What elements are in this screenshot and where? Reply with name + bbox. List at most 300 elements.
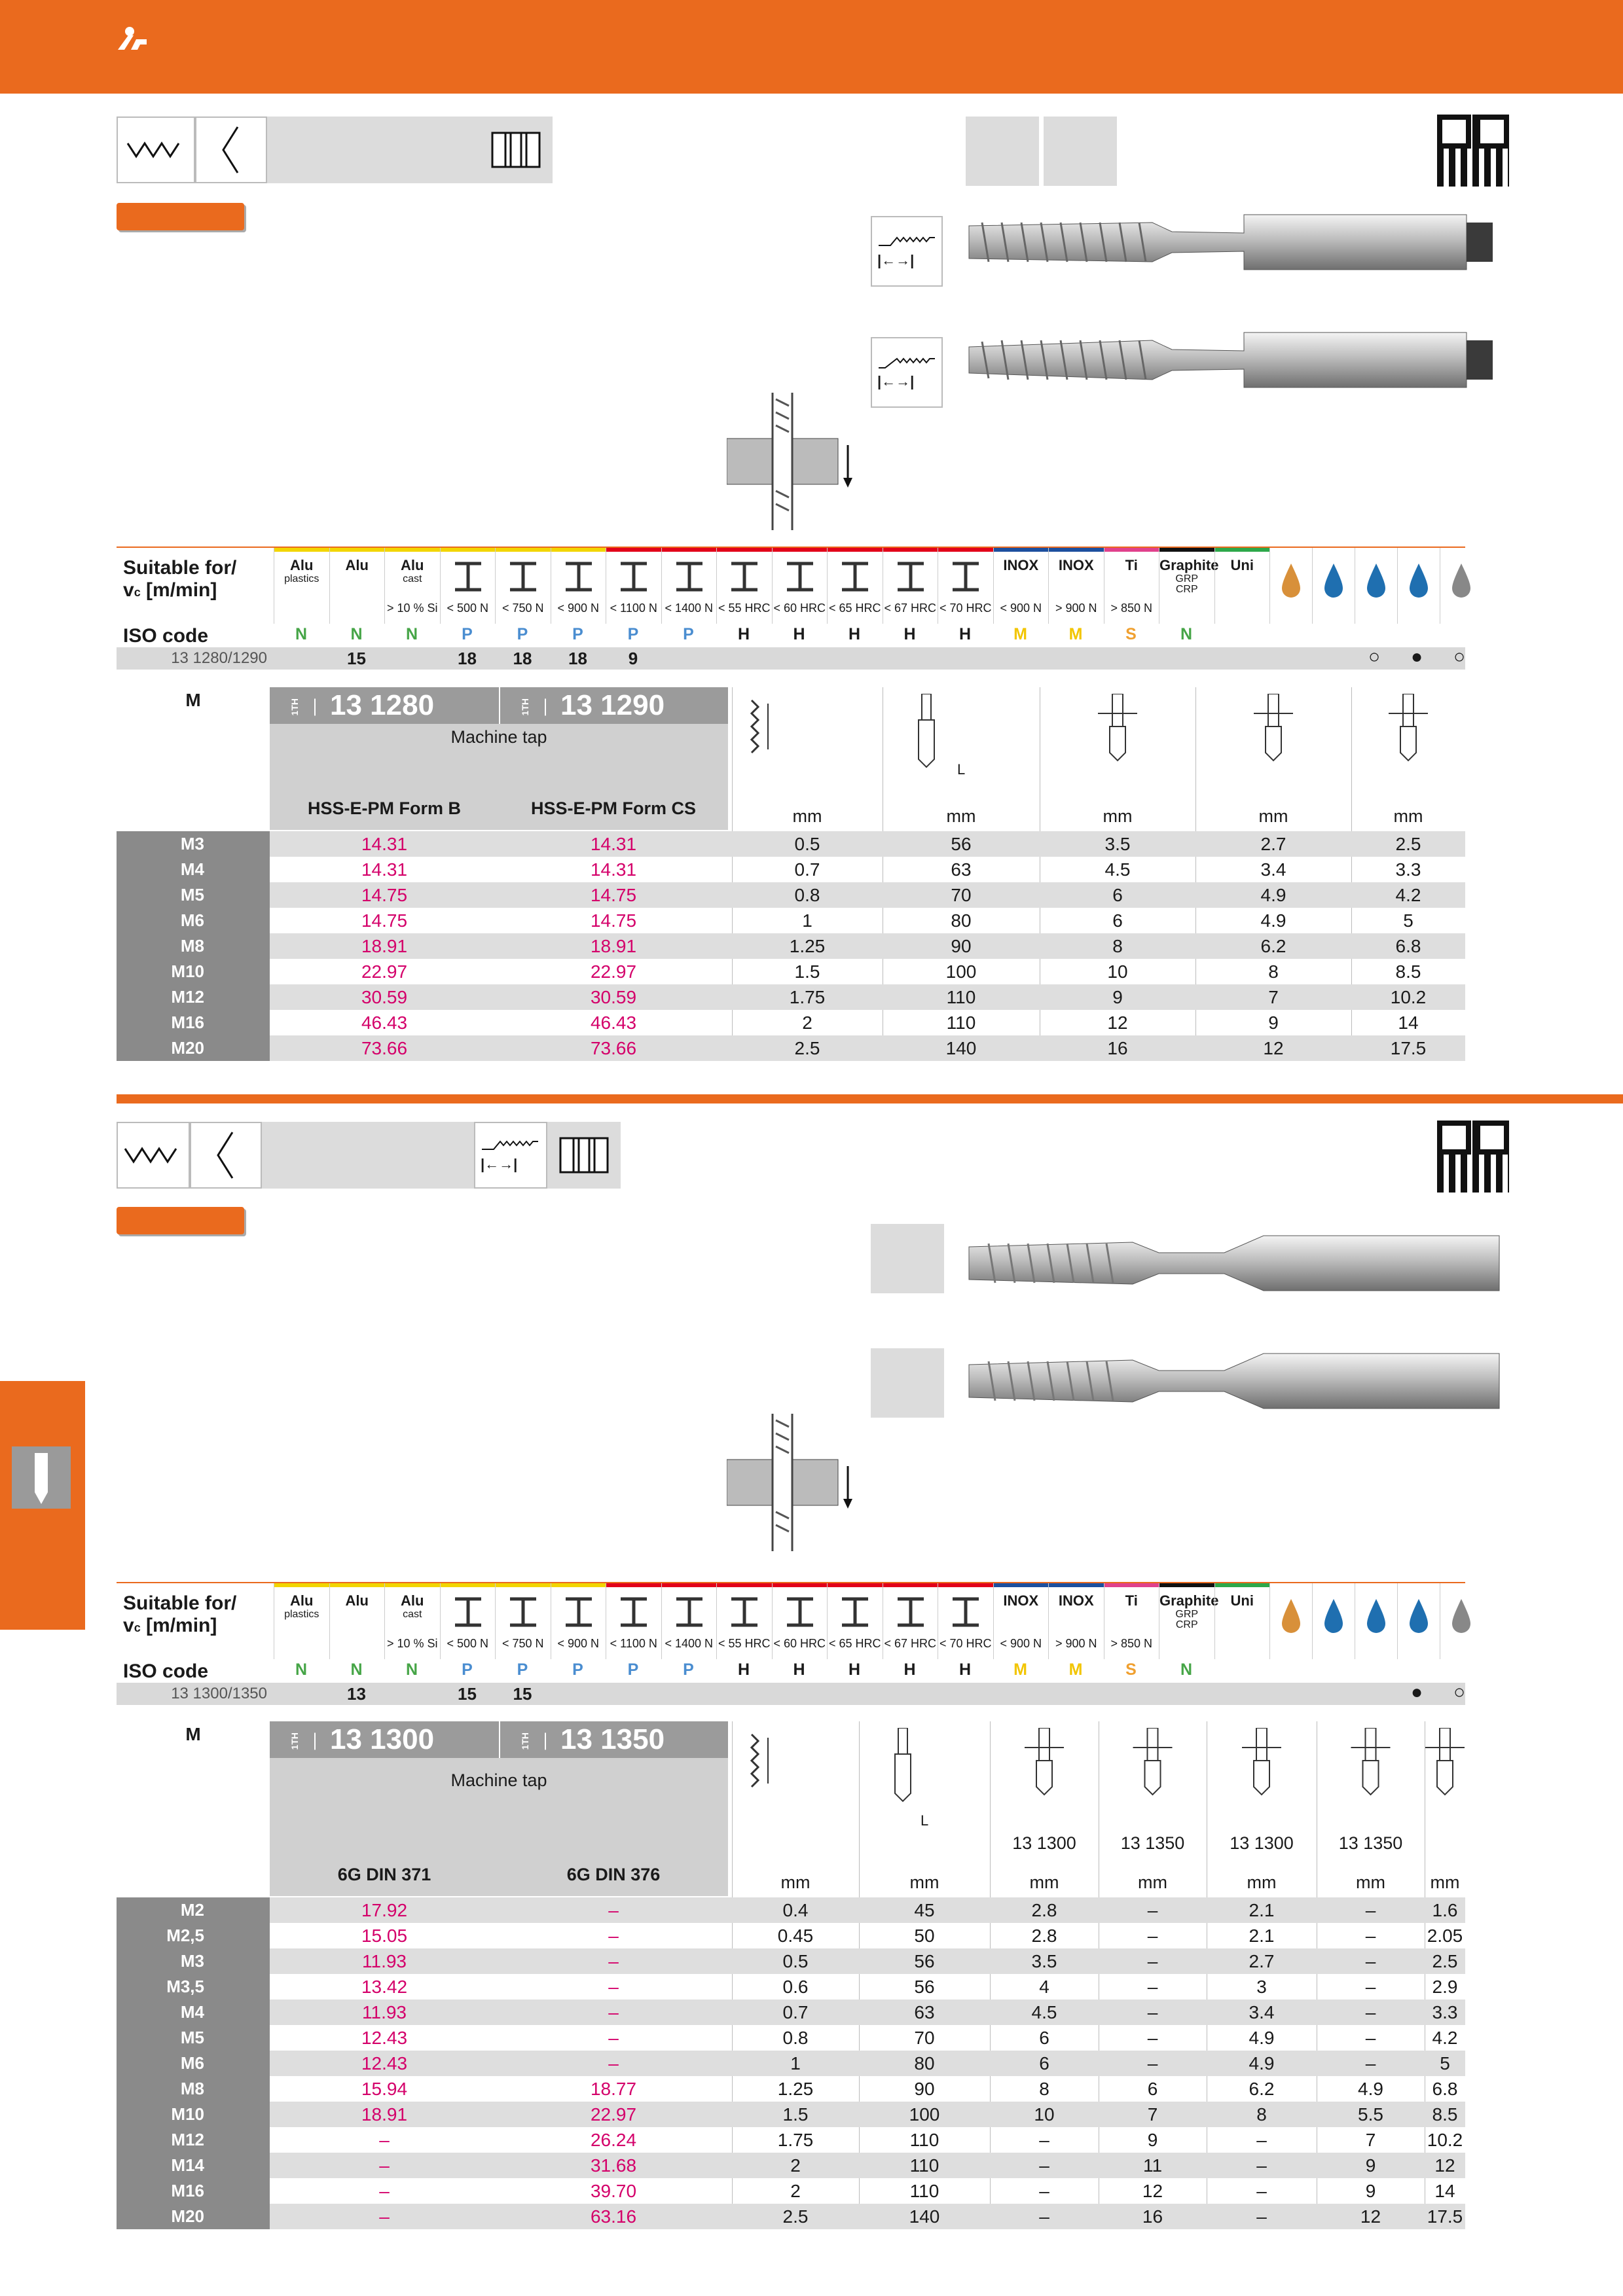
iso-letter: S [1125,625,1137,643]
dim-value: 2 [802,1013,812,1033]
dim-value: 1.25 [789,936,826,956]
steel-beam-icon [839,1596,871,1628]
brand-logo[interactable] [117,25,153,55]
material-color-bar [330,1583,385,1587]
dim-value: 90 [951,936,972,956]
thread-m-chip-2 [117,1122,190,1189]
unit-label: mm [1138,1873,1167,1892]
mql-icon-cell [1397,548,1440,624]
price-col-1: 73.66 [361,1038,408,1058]
material-name: Alu [290,557,314,573]
suit-label-1: Suitable for/ [123,1592,237,1614]
dim-value: 1 [802,910,812,931]
dim-value: 80 [914,2053,935,2073]
price-col-2: 31.68 [590,2155,637,2176]
dim-value: 9 [1268,1013,1279,1033]
mql-icon-cell [1397,1583,1440,1659]
dim-value: – [1365,2028,1376,2048]
suit-col-0 [274,548,329,624]
dim-value: – [1365,2053,1376,2073]
dim-value: 6.2 [1260,936,1286,956]
din-371-chip-2 [871,1224,944,1293]
iso-letter: N [350,625,363,643]
price-col-2: 63.16 [590,2206,637,2227]
suit-col-14 [1048,1583,1104,1659]
row-size: M20 [117,2204,270,2229]
dim-value: 70 [951,885,972,905]
steel-beam-icon [949,561,982,592]
dim-value: 14 [1398,1013,1419,1033]
material-color-bar [606,548,661,552]
material-color-bar [1215,548,1270,552]
row-size: M4 [117,2000,270,2025]
dim-value: 2.05 [1427,1926,1463,1946]
steel-beam-icon [562,1596,595,1628]
iso-letter: M [1013,625,1027,643]
header-bar [0,0,1623,94]
material-sub: GRP CRP [1175,573,1199,595]
dim-value: 9 [1365,2181,1376,2201]
material-strength: < 750 N [501,1637,544,1650]
dim-value: 6 [1039,2053,1049,2073]
col-1-header: 6G DIN 371 [337,1865,431,1884]
material-color-bar [496,1583,551,1587]
form-b-chip [871,216,943,287]
steel-beam-icon [894,561,927,592]
row-size: M16 [117,2178,270,2204]
iso-letter: P [517,1660,528,1679]
article-number: 13 1350 [560,1723,665,1755]
tap-1290-image [962,321,1506,399]
dim-value: – [1365,1977,1376,1997]
price-col-1: 13.42 [361,1977,408,1997]
dim-value: 2.1 [1249,1900,1275,1920]
price-col-1: 17.92 [361,1900,408,1920]
dim-value: 8 [1112,936,1123,956]
dim-value: 45 [914,1900,935,1920]
dim-value: 12 [1263,1038,1284,1058]
price-col-2: 14.31 [590,859,637,880]
steel-beam-icon [949,1596,982,1628]
qr-code-icon-2[interactable] [1437,1121,1509,1193]
hole-depth-icon [490,130,542,170]
material-strength: < 55 HRC [718,601,771,615]
material-color-bar [1159,1583,1214,1587]
chapter-tab[interactable] [0,1381,85,1630]
dimension-diagrams-icon [732,1728,1465,1820]
iso-letter: H [848,1660,861,1679]
price-col-2: – [608,2002,619,2022]
qr-code-icon[interactable] [1437,115,1509,187]
material-color-bar [551,548,606,552]
dim-value: 8.5 [1395,961,1421,982]
price-col-1: 14.31 [361,859,408,880]
dim-value: 10.2 [1427,2130,1463,2150]
dim-value: 6 [1039,2028,1049,2048]
dim-value: 8 [1256,2104,1267,2125]
hole-depth-icon [558,1136,610,1175]
dim-value: – [1365,1951,1376,1971]
dim-value: 56 [914,1951,935,1971]
dim-value: 140 [945,1038,977,1058]
material-color-bar [883,548,938,552]
row-size: M5 [117,882,270,908]
row-size: M12 [117,2127,270,2153]
material-name: INOX [1058,557,1094,573]
drop-icon-cell [1312,1583,1355,1659]
dim-value: 0.6 [782,1977,809,1997]
air-icon [1448,1596,1474,1636]
material-strength: < 65 HRC [828,1637,881,1650]
dim-value: 6 [1112,910,1123,931]
suit-label-2 [123,1615,236,1639]
material-name: Graphite [1159,1592,1219,1609]
article-tag: 1TH [276,1732,316,1749]
suit-label-1: Suitable for/ [123,557,237,579]
material-strength: < 70 HRC [939,601,992,615]
dim-value: – [1147,2002,1158,2022]
material-strength: < 500 N [447,1637,489,1650]
dim-value: 0.7 [794,859,820,880]
dim-value: 1.25 [777,2079,814,2099]
dim-value: 2.9 [1432,1977,1458,1997]
suitability-table-1 [117,547,1465,671]
dim-value: 12 [1434,2155,1455,2176]
suit-row-label: 13 1300/1350 [171,1685,267,1702]
sub-article-label: 13 1350 [1338,1833,1403,1853]
material-name: Graphite [1159,557,1219,573]
price-col-2: – [608,2028,619,2048]
material-name: INOX [1003,1592,1039,1609]
price-col-1: 14.75 [361,885,408,905]
steel-beam-icon [507,1596,539,1628]
angle-icon [218,124,244,176]
thread-profile-icon [124,1145,183,1165]
dim-value: 1.6 [1432,1900,1458,1920]
material-name: Alu [345,557,369,573]
col-1-header: HSS-E-PM Form B [307,798,461,818]
material-strength: < 900 N [557,601,600,615]
row-size: M8 [117,933,270,959]
product-table-2 [117,1721,1465,2238]
price-col-1: 15.94 [361,2079,408,2099]
material-color-bar [1049,1583,1104,1587]
dim-value: 110 [909,2155,939,2176]
iso-letter: P [572,1660,583,1679]
dim-value: 2.5 [1432,1951,1458,1971]
dim-value: – [1256,2181,1267,2201]
suit-value: 18 [513,649,532,668]
row-size: M10 [117,2102,270,2127]
angle-chip-2 [190,1122,262,1189]
suit-unit: [m/min] [140,1615,217,1636]
price-col-2: 46.43 [590,1013,637,1033]
dim-value: 2 [790,2181,801,2201]
price-col-1: 30.59 [361,987,408,1007]
material-color-bar [1159,548,1214,552]
dim-value: 17.5 [1390,1038,1427,1058]
price-col-2: – [608,1977,619,1997]
price-col-1: – [379,2206,390,2227]
material-sub: plastics [284,573,319,584]
suit-value: 13 [347,1684,366,1704]
din-371-chip [966,117,1039,186]
dim-value: 9 [1365,2155,1376,2176]
material-color-bar [606,1583,661,1587]
iso-letter: N [295,625,308,643]
price-col-1: 12.43 [361,2028,408,2048]
dim-value: 9 [1147,2130,1158,2150]
dim-value: 4.9 [1260,885,1286,905]
suit-col-0 [274,1583,329,1659]
material-color-bar [773,548,828,552]
suit-label-2 [123,579,236,603]
dim-value: 50 [914,1926,935,1946]
steel-beam-icon [673,1596,706,1628]
dim-value: 2.8 [1031,1926,1057,1946]
iso-letter: H [958,625,972,643]
dim-value: 5 [1403,910,1413,931]
price-col-1: 46.43 [361,1013,408,1033]
garant-logo [117,203,244,230]
col-2-header: 6G DIN 376 [566,1865,661,1884]
material-color-bar [828,548,883,552]
suit-col-15 [1104,1583,1159,1659]
dim-value: 140 [909,2206,940,2227]
steel-beam-icon [784,1596,816,1628]
suit-col-1 [329,1583,385,1659]
iso-letter: P [627,1660,639,1679]
dim-value: 7 [1268,987,1279,1007]
garant-logo-2 [117,1207,244,1234]
dim-value: 14 [1434,2181,1455,2201]
price-col-1: 11.93 [362,1951,407,1971]
col-2-header: HSS-E-PM Form CS [530,798,697,818]
dim-value: 0.45 [777,1926,814,1946]
drill-icon [12,1446,71,1509]
article-tag: 1TH [507,1732,546,1749]
iso-letter: N [1180,1660,1193,1679]
thread-m-chip [117,117,195,183]
steel-beam-icon [728,561,761,592]
tap-1300-image [962,1224,1506,1302]
price-col-1: 12.43 [361,2053,408,2073]
material-sub: cast [403,1609,422,1620]
iso-letter: M [1068,1660,1083,1679]
dim-value: 6.8 [1395,936,1421,956]
suit-col-17 [1214,1583,1270,1659]
dim-value: 4.2 [1432,2028,1458,2048]
dim-value: – [1147,2028,1158,2048]
material-name: Alu [290,1592,314,1609]
row-size: M10 [117,959,270,984]
suit-col-4 [495,1583,551,1659]
price-col-1: 14.75 [361,910,408,931]
dim-value: 4.9 [1249,2028,1275,2048]
coolant-value: ○ [1368,646,1381,668]
suit-value: 9 [628,649,638,668]
iso-letter: P [683,1660,694,1679]
material-strength: > 850 N [1110,601,1153,615]
air-icon-cell [1440,548,1482,624]
dim-value: 4.9 [1260,910,1286,931]
material-name: Ti [1125,1592,1138,1609]
row-size: M2,5 [117,1923,270,1948]
dim-value: 100 [909,2104,940,2125]
dim-value: 12 [1107,1013,1128,1033]
dim-value: 2 [790,2155,801,2176]
steel-beam-icon [894,1596,927,1628]
dim-value: 70 [914,2028,935,2048]
dim-value: – [1039,2181,1049,2201]
material-name: Uni [1230,1592,1254,1609]
suit-col-7 [661,548,717,624]
iso-letter: H [737,1660,750,1679]
article-2 [499,1721,728,1758]
article-number: 13 1290 [560,689,665,721]
material-color-bar [662,1583,717,1587]
dim-value: 2.7 [1260,834,1286,854]
material-name: Alu [401,1592,424,1609]
suit-col-5 [551,548,606,624]
drop-icon-cell [1312,548,1355,624]
dim-value: 3.4 [1249,2002,1275,2022]
size-col-header: M [185,690,201,710]
dim-value: 3.3 [1395,859,1421,880]
mql-icon [1406,561,1432,600]
suit-v: v [123,579,134,601]
row-size: M4 [117,857,270,882]
dim-value: 7 [1147,2104,1158,2125]
material-sub: GRP CRP [1175,1609,1199,1630]
suit-value: 15 [513,1684,532,1704]
dim-value: 3.3 [1432,2002,1458,2022]
spray-icon [1363,561,1389,600]
din-chip [338,117,409,183]
unit-label: mm [792,806,822,826]
suit-col-2 [384,548,440,624]
suit-col-9 [772,548,828,624]
dim-value: 6.8 [1432,2079,1458,2099]
material-color-bar [441,548,496,552]
dim-value: 3.5 [1031,1951,1057,1971]
dim-value: 1.75 [777,2130,814,2150]
iso-letter: P [462,1660,473,1679]
dim-value: 10.2 [1390,987,1427,1007]
article-tag: 1TH [276,698,316,715]
price-col-1: 15.05 [361,1926,408,1946]
unit-label: mm [1258,806,1288,826]
suit-col-3 [440,1583,496,1659]
material-strength: < 60 HRC [773,601,826,615]
spray-icon [1363,1596,1389,1636]
article-tag: 1TH [507,698,546,715]
dim-value: 4.5 [1104,859,1131,880]
suit-col-11 [883,548,938,624]
swarf-diagram-icon-2 [727,1414,858,1551]
price-col-2: 26.24 [590,2130,637,2150]
depth-chip [479,117,553,183]
dim-value: 63 [951,859,972,880]
dim-value: 16 [1107,1038,1128,1058]
dim-value: 2.7 [1249,1951,1275,1971]
price-col-1: – [379,2130,390,2150]
chamfer-icon [877,353,936,372]
iso-letter: H [793,1660,805,1679]
material-color-bar [773,1583,828,1587]
material-name: INOX [1003,557,1039,573]
price-col-2: 22.97 [590,2104,637,2125]
material-name: Alu [345,1592,369,1609]
row-size: M6 [117,2051,270,2076]
material-color-bar [496,548,551,552]
steel-beam-icon [507,561,539,592]
row-size: M2 [117,1897,270,1923]
dim-value: 2.1 [1249,1926,1275,1946]
material-name: Uni [1230,557,1254,573]
sub-article-label: 13 1300 [1230,1833,1294,1853]
dim-value: 100 [945,961,977,982]
steel-beam-icon [784,561,816,592]
suit-col-10 [827,548,883,624]
suit-col-11 [883,1583,938,1659]
material-color-bar [938,548,993,552]
material-color-bar [994,548,1049,552]
iso-letter: N [1180,625,1193,643]
material-color-bar [274,1583,329,1587]
swarf-diagram-icon [727,393,858,530]
suit-col-12 [938,548,993,624]
suit-value: 18 [568,649,587,668]
article-number: 13 1300 [330,1723,435,1755]
material-strength: < 67 HRC [884,601,937,615]
material-color-bar [994,1583,1049,1587]
material-color-bar [385,1583,440,1587]
dim-value: 56 [951,834,972,854]
unit-label: mm [1430,1873,1460,1892]
dim-value: – [1256,2155,1267,2176]
form-b-chip-2 [474,1122,547,1189]
suit-col-2 [384,1583,440,1659]
depth-chip-2 [547,1122,621,1189]
suit-col-6 [606,1583,661,1659]
air-icon-cell [1440,1583,1482,1659]
article-number: 13 1280 [330,689,435,721]
suit-col-16 [1159,548,1219,624]
dim-value: 12 [1360,2206,1381,2227]
suit-values-row [117,1683,1465,1705]
dim-value: – [1365,2002,1376,2022]
dim-value: 11 [1142,2155,1163,2176]
dim-value: 63 [914,2002,935,2022]
dry-icon-cell [1269,1583,1312,1659]
dim-value: 6 [1147,2079,1158,2099]
angle-chip [195,117,267,183]
iso-letter: N [295,1660,308,1679]
iso-letter: N [405,625,418,643]
desc-line [117,1283,706,1310]
dim-value: – [1365,1900,1376,1920]
price-col-2: – [608,2053,619,2073]
material-color-bar [717,548,772,552]
suit-unit: [m/min] [140,579,217,601]
material-strength: > 10 % Si [386,601,438,615]
row-size: M3,5 [117,1974,270,2000]
material-color-bar [1215,1583,1270,1587]
steel-beam-icon [562,561,595,592]
dimension-diagrams-icon [732,694,1465,785]
chamfer-icon [481,1136,539,1155]
